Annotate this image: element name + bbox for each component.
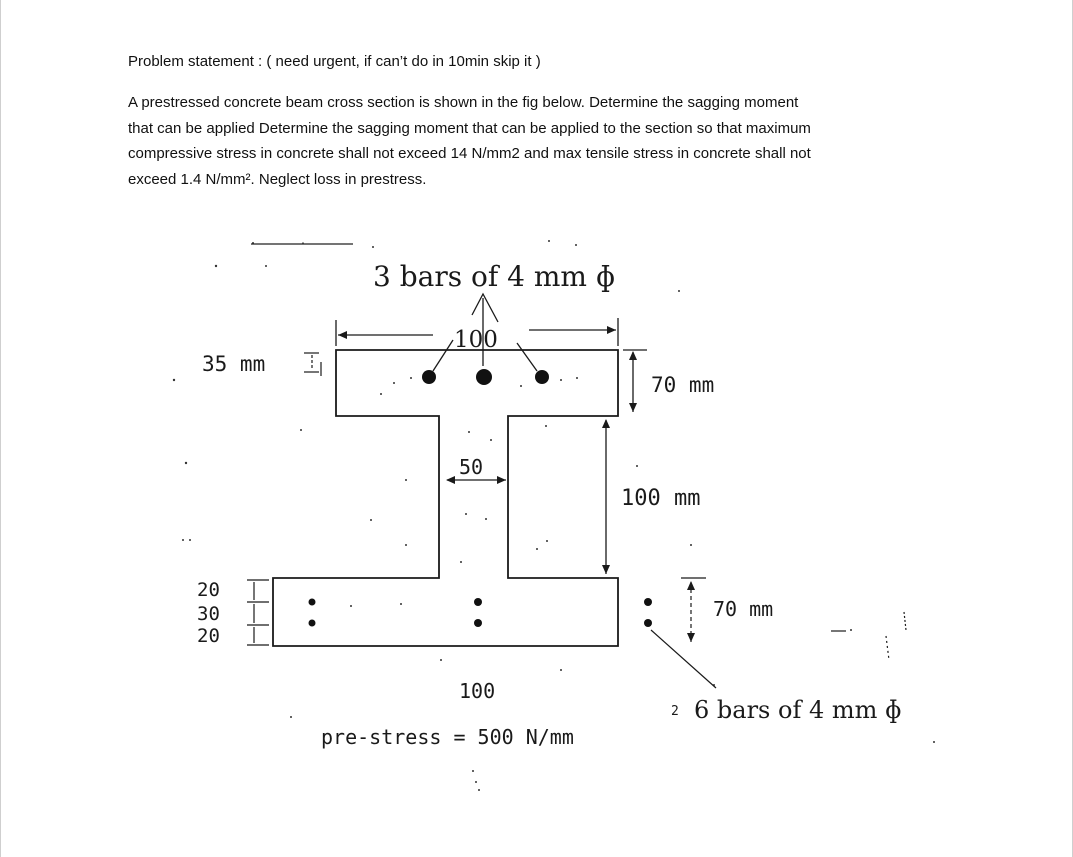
- prestress-label: pre-stress = 500 N/mm: [321, 725, 574, 749]
- top-flange-thickness-label: 70 mm: [651, 373, 715, 397]
- prestress-exponent: 2: [671, 704, 679, 719]
- statement-line: that can be applied Determine the sagging moment that can be applied to the section so that maximum: [128, 119, 811, 137]
- beam-section-outline: [273, 350, 618, 646]
- bottom-bar: [644, 619, 652, 627]
- top-cover-dimension: [304, 353, 321, 376]
- web-depth-label: 100 mm: [621, 486, 701, 511]
- top-bar: [422, 370, 436, 384]
- statement-line: A prestressed concrete beam cross section is shown in the fig below. Determine the sagging moment: [128, 94, 799, 111]
- bottom-width-label: 100: [459, 679, 496, 703]
- bottom-bars-leader: [651, 630, 716, 688]
- bottom-spacing-label: 20: [197, 625, 220, 647]
- bottom-spacing-label: 20: [197, 579, 220, 601]
- problem-heading: Problem statement : ( need urgent, if can’t do in 10min skip it ): [128, 53, 541, 70]
- scan-marks-right: [831, 612, 906, 660]
- top-width-label: 100: [454, 327, 498, 353]
- top-bar: [476, 369, 492, 385]
- bottom-bars: [309, 598, 653, 627]
- bottom-bars-label: 6 bars of 4 mm ɸ: [694, 696, 902, 724]
- top-flange-dimension: [623, 350, 647, 412]
- web-width-label: 50: [459, 455, 484, 479]
- top-bars: [422, 369, 549, 385]
- statement-line: exceed 1.4 N/mm². Neglect loss in prestress.: [128, 170, 427, 188]
- bottom-flange-dimension: [681, 578, 706, 642]
- bottom-flange-thickness-label: 70 mm: [713, 597, 774, 621]
- top-bar: [535, 370, 549, 384]
- bottom-bar-spacing-dimensions: [247, 580, 269, 645]
- bottom-bar: [644, 598, 652, 606]
- statement-line: compressive stress in concrete shall not exceed 14 N/mm2 and max tensile stress in concrete shall not: [128, 145, 811, 162]
- top-bars-label: 3 bars of 4 mm ɸ: [373, 260, 616, 293]
- bottom-bar: [474, 598, 482, 606]
- bottom-spacing-label: 30: [197, 603, 220, 625]
- bottom-bar: [474, 619, 482, 627]
- top-cover-label: 35 mm: [202, 352, 266, 376]
- bottom-bar: [309, 620, 316, 627]
- bottom-bar: [309, 599, 316, 606]
- beam-cross-section-figure: [1, 0, 1073, 857]
